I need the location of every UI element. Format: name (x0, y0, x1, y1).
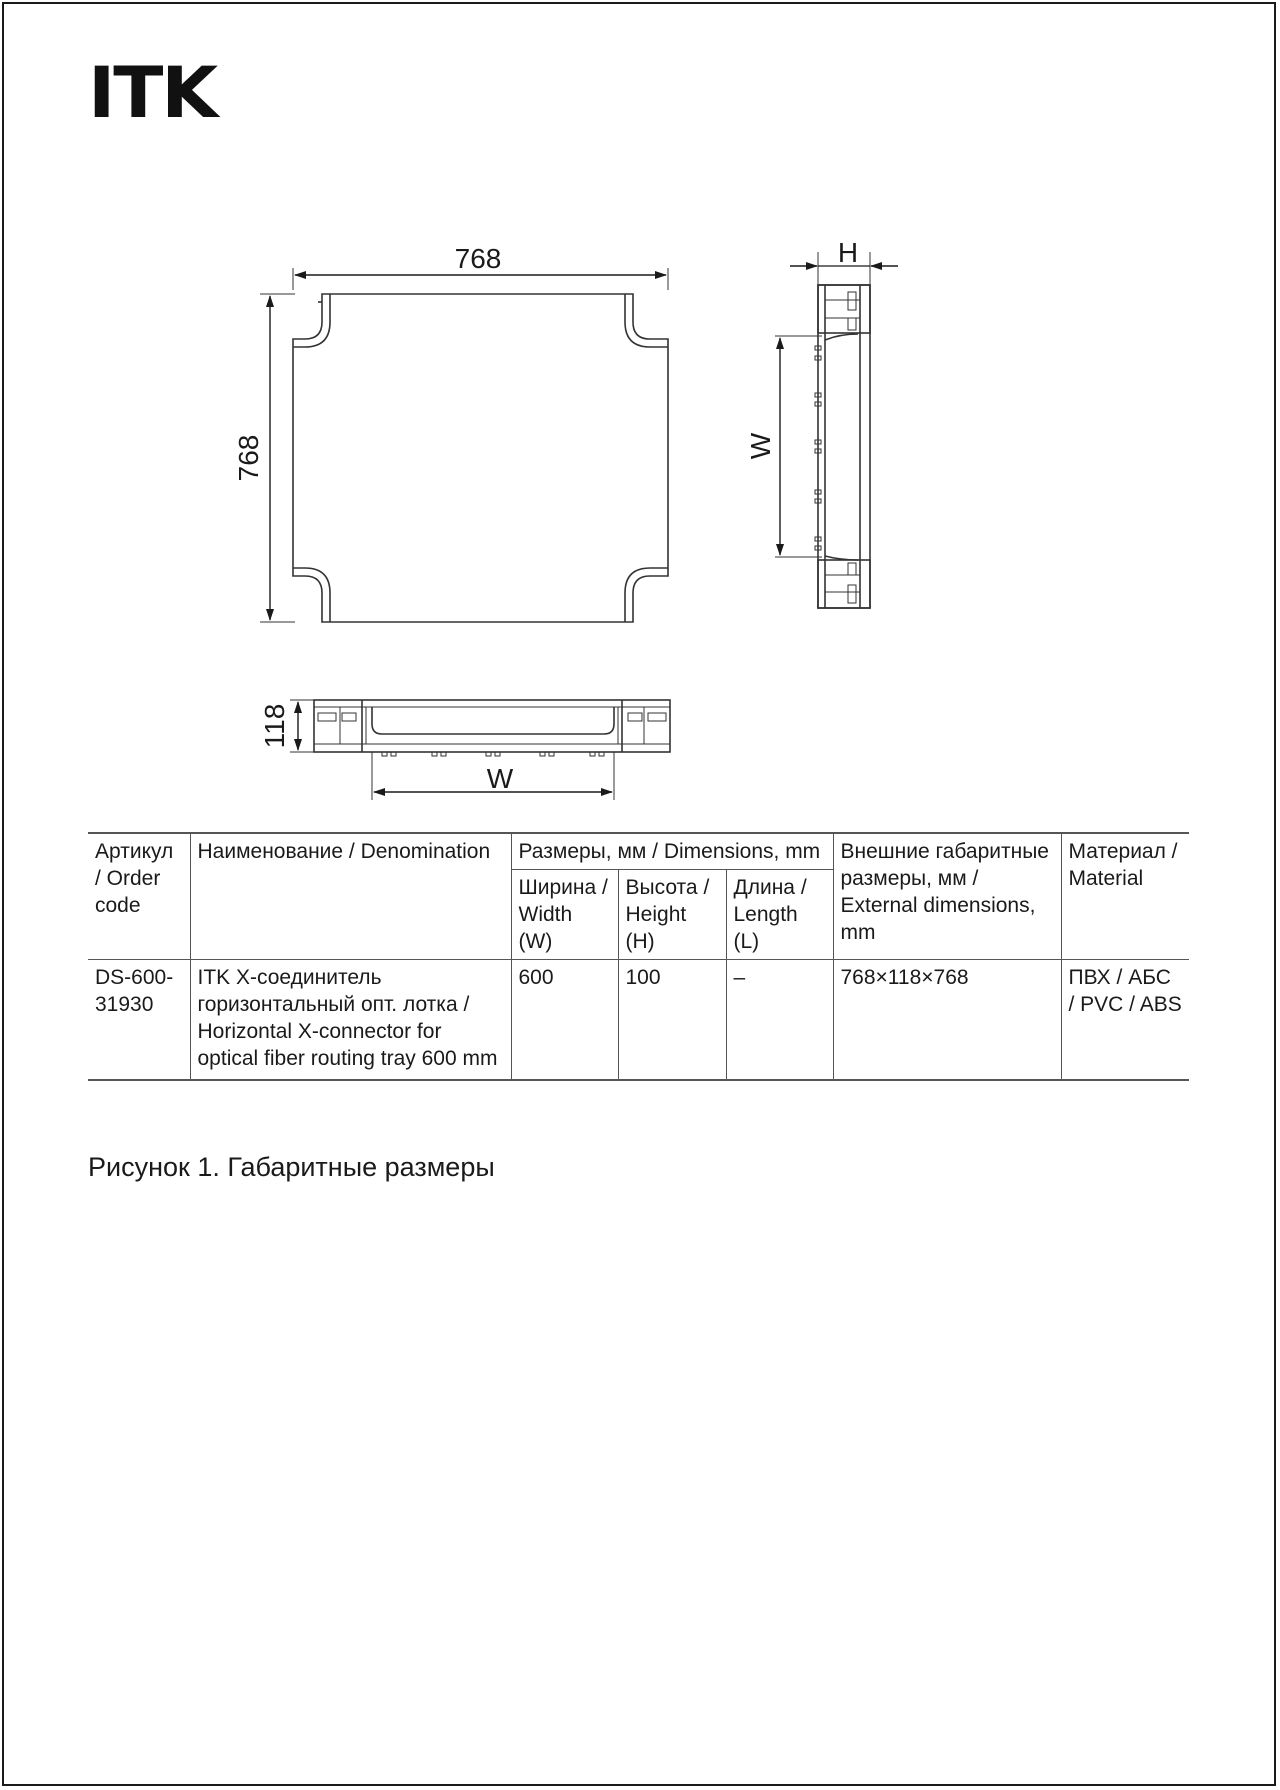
cell-height: 100 (618, 960, 726, 1080)
header-material: Материал / Material (1061, 833, 1189, 960)
cell-denomination: ITK X-соединитель горизонтальный опт. лотка / Horizontal X-connector for optical fiber routing tray 600 mm (190, 960, 511, 1080)
front-view-height-label: 118 (259, 703, 290, 749)
side-view-h-label: H (837, 237, 859, 268)
header-width: Ширина / Width (W) (511, 870, 618, 960)
top-view (260, 268, 668, 622)
header-length: Длина / Length (L) (726, 870, 833, 960)
header-external-dimensions: Внешние габаритные размеры, мм / External dimensions, mm (833, 833, 1061, 960)
header-height: Высота / Height (H) (618, 870, 726, 960)
figure-caption: Рисунок 1. Габаритные размеры (88, 1152, 495, 1182)
side-view-w-label: W (745, 432, 776, 460)
header-dimensions: Размеры, мм / Dimensions, mm (511, 833, 833, 870)
cell-width: 600 (511, 960, 618, 1080)
table-row (88, 960, 1189, 1080)
table-header-row (88, 833, 1189, 870)
cell-length: – (726, 960, 833, 1080)
cell-material: ПВХ / АБС / PVC / ABS (1061, 960, 1189, 1080)
technical-drawing (0, 0, 1280, 800)
front-view (290, 700, 670, 800)
cell-external-dimensions: 768×118×768 (833, 960, 1061, 1080)
side-view (775, 252, 870, 608)
specification-table (88, 832, 1189, 1081)
top-view-height-label: 768 (233, 434, 264, 482)
header-denomination: Наименование / Denomination (190, 833, 511, 960)
front-view-w-label: W (486, 763, 514, 794)
top-view-width-label: 768 (454, 243, 502, 274)
header-order-code: Артикул / Order code (88, 833, 190, 960)
itk-logo: ITK (88, 52, 217, 134)
cell-order-code: DS-600-31930 (88, 960, 190, 1080)
